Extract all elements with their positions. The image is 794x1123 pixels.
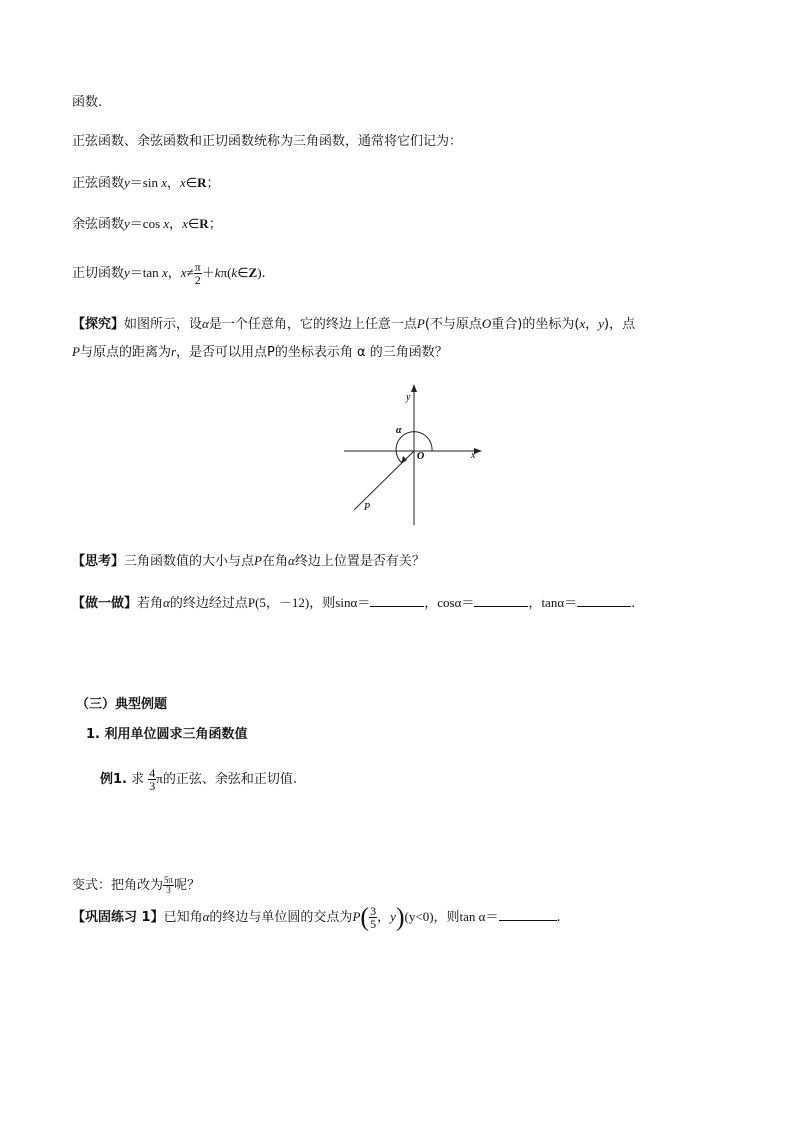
try-text-2: 的终边经过点: [169, 596, 248, 611]
practice-text-1: 已知角: [163, 910, 203, 925]
practice-tan: tan α＝: [459, 909, 499, 924]
try-cos: cosα＝: [437, 595, 475, 610]
try-text-3: ，则: [309, 596, 336, 611]
think-tag: 【思考】: [72, 554, 125, 569]
explore-text-5: )，点: [604, 317, 636, 332]
explore-tag: 【探究】: [72, 317, 125, 332]
y-axis-arrow: [411, 384, 417, 392]
sine-formula: y: [124, 175, 130, 190]
explore-line-1: 【探究】如图所示，设α是一个任意角，它的终边上任意一点P(不与原点O重合)的坐标为(x，y)，点: [72, 316, 636, 332]
tangent-definition: 正切函数y＝tan x，x≠ $\frac{\pi}{2}$ ＋kπ(k∈Z).: [72, 260, 266, 287]
variant-line: [72, 876, 200, 895]
explore-text-7: ，是否可以用点P的坐标表示角 α 的三角函数？: [176, 345, 448, 360]
explore-text-1: 如图所示，设: [124, 317, 203, 332]
practice-text-3: ，则: [433, 910, 460, 925]
pi-over-2-fraction: $\frac{\pi}{2}$: [194, 260, 201, 287]
explore-text-4: 重合)的坐标为(: [491, 317, 580, 332]
practice-text-2: 的终边与单位圆的交点为: [209, 910, 353, 925]
section-subtitle: 1. 利用单位圆求三角函数值: [86, 727, 248, 742]
text-l1: 函数.: [72, 95, 103, 110]
paragraph-1: [72, 94, 102, 112]
think-alpha: α: [288, 553, 295, 568]
think-line: [72, 552, 425, 571]
variant-pre: 变式：把角改为: [72, 878, 164, 893]
text-l2: 正弦函数、余弦函数和正切函数统称为三角函数，通常将它们记为：: [72, 134, 463, 149]
origin-label: O: [417, 451, 425, 462]
think-p: P: [254, 553, 262, 568]
section-title: （三）典型例题: [76, 697, 168, 712]
practice-fraction: $\frac{3}{5}$: [370, 904, 377, 931]
example-fraction: $\frac{4}{3}$: [149, 766, 156, 793]
example-post: 的正弦、余弦和正切值.: [162, 772, 297, 787]
cos-blank[interactable]: [474, 594, 528, 607]
explore-line-2: P与原点的距离为r，是否可以用点P的坐标表示角 α 的三角函数？: [72, 344, 448, 360]
cosine-prefix: 余弦函数: [72, 217, 125, 232]
sine-prefix: 正弦函数: [72, 176, 125, 191]
explore-text-3: (不与原点: [424, 317, 482, 332]
try-text-1: 若角: [137, 596, 164, 611]
try-point: P(5，－12): [247, 595, 310, 610]
x-label: x: [471, 450, 476, 461]
example-pre: 求: [131, 772, 145, 787]
variant-fraction: $\frac{5\pi}{3}$: [164, 875, 174, 895]
example-pi: π: [156, 771, 163, 786]
try-tan: tanα＝: [541, 595, 578, 610]
practice-tag: 【巩固练习 1】: [72, 910, 164, 925]
think-text-1: 三角函数值的大小与点: [124, 554, 255, 569]
cosine-definition: 余弦函数y＝cos x，x∈R；: [72, 216, 222, 232]
think-text-3: 终边上位置是否有关？: [294, 554, 425, 569]
think-text-2: 在角: [261, 554, 288, 569]
try-tag: 【做一做】: [72, 596, 138, 611]
variant-post: 呢？: [174, 878, 201, 893]
sin-blank[interactable]: [370, 594, 424, 607]
explore-text-6: 与原点的距离为: [79, 345, 171, 360]
sine-definition: 正弦函数y＝sin x，x∈R；: [72, 175, 220, 191]
try-sin: sinα＝: [335, 595, 371, 610]
practice-line: 【巩固练习 1】已知角α的终边与单位圆的交点为P( $\frac{3}{5}$ ，y)(y<0)，则tan α＝ .: [72, 902, 561, 932]
tan-blank[interactable]: [577, 594, 631, 607]
try-line: 【做一做】若角α的终边经过点P(5，－12)，则sinα＝ ，cosα＝ ，tanα＝ .: [72, 595, 636, 611]
tangent-prefix: 正切函数: [72, 266, 125, 281]
example-1: [100, 762, 297, 797]
explore-text-2: 是一个任意角，它的终边上任意一点: [208, 317, 417, 332]
alpha-label: α: [396, 425, 402, 436]
paragraph-2: [72, 133, 462, 151]
point-p-label: P: [364, 502, 371, 513]
practice-blank[interactable]: [499, 908, 557, 921]
arc-arrow: [401, 456, 407, 464]
y-label: y: [406, 392, 411, 403]
practice-condition: (y<0): [404, 909, 434, 924]
example-label: 例1.: [100, 772, 127, 787]
angle-figure: [330, 380, 490, 530]
